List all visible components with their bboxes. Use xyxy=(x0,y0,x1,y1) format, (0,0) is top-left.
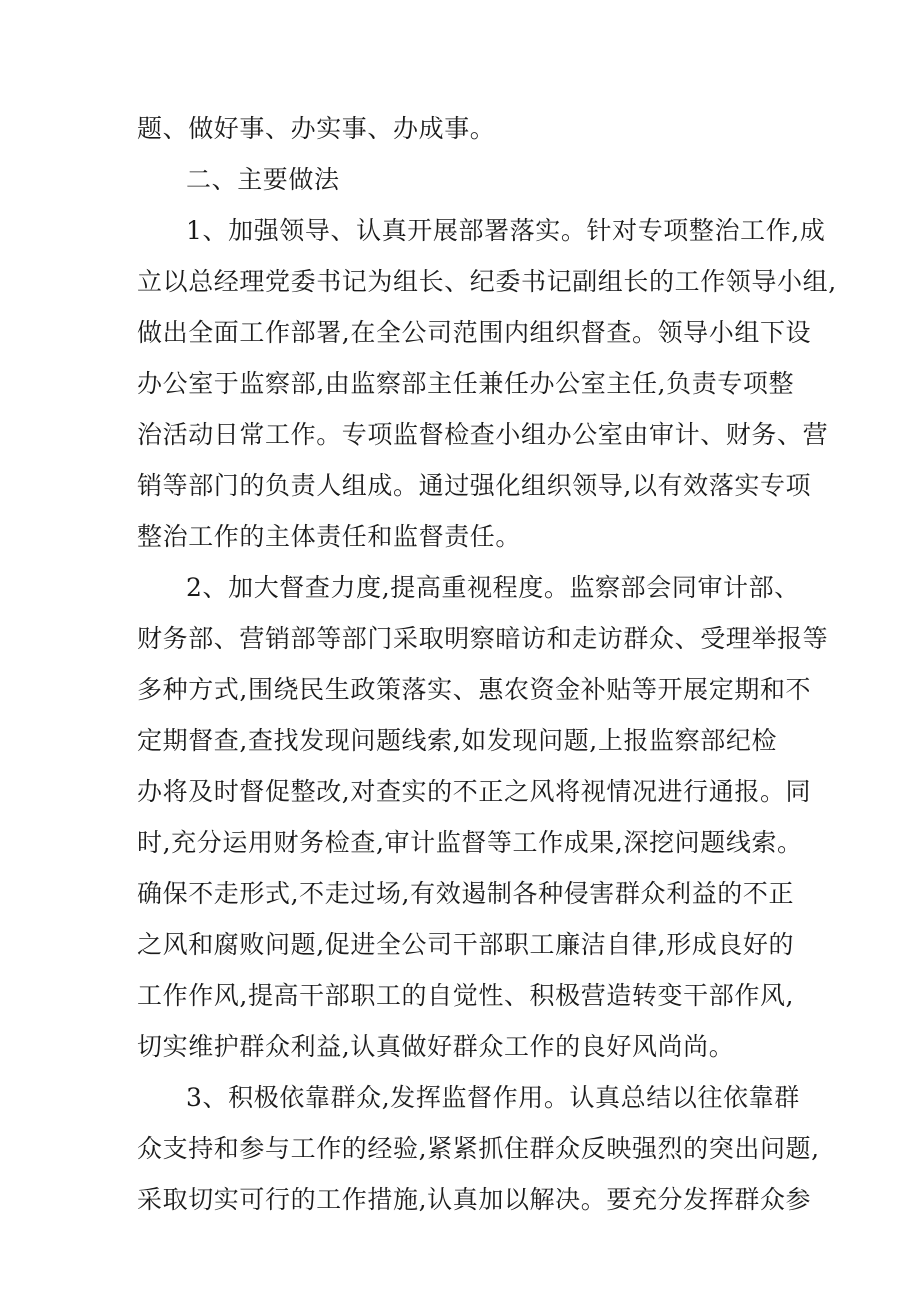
text-line: 之风和腐败问题,促进全公司干部职工廉洁自律,形成良好的 xyxy=(137,930,795,959)
section-heading: 二、主要做法 xyxy=(186,165,340,194)
text-line: 定期督查,查找发现问题线索,如发现问题,上报监察部纪检 xyxy=(137,726,778,755)
text-line: 时,充分运用财务检查,审计监督等工作成果,深挖问题线索。 xyxy=(137,828,803,857)
text-line: 题、做好事、办实事、办成事。 xyxy=(137,114,496,143)
text-line: 1、加强领导、认真开展部署落实。针对专项整治工作,成 xyxy=(186,216,826,245)
text-line: 3、积极依靠群众,发挥监督作用。认真总结以往依靠群 xyxy=(186,1083,800,1112)
text-line: 办将及时督促整改,对查实的不正之风将视情况进行通报。同 xyxy=(137,777,812,806)
text-line: 立以总经理党委书记为组长、纪委书记副组长的工作领导小组, xyxy=(137,267,837,296)
text-line: 整治工作的主体责任和监督责任。 xyxy=(137,522,522,551)
text-line: 工作作风,提高干部职工的自觉性、积极营造转变干部作风, xyxy=(137,981,795,1010)
text-line: 财务部、营销部等部门采取明察暗访和走访群众、受理举报等 xyxy=(137,624,829,653)
text-line: 销等部门的负责人组成。通过强化组织领导,以有效落实专项 xyxy=(137,471,812,500)
text-line: 2、加大督查力度,提高重视程度。监察部会同审计部、 xyxy=(186,573,800,602)
text-line: 切实维护群众利益,认真做好群众工作的良好风尚尚。 xyxy=(137,1032,735,1061)
text-line: 做出全面工作部署,在全公司范围内组织督查。领导小组下设 xyxy=(137,318,812,347)
text-line: 众支持和参与工作的经验,紧紧抓住群众反映强烈的突出问题, xyxy=(137,1134,820,1163)
text-line: 治活动日常工作。专项监督检查小组办公室由审计、财务、营 xyxy=(137,420,829,449)
text-line: 确保不走形式,不走过场,有效遏制各种侵害群众利益的不正 xyxy=(137,879,795,908)
text-line: 办公室于监察部,由监察部主任兼任办公室主任,负责专项整 xyxy=(137,369,795,398)
text-line: 多种方式,围绕民生政策落实、惠农资金补贴等开展定期和不 xyxy=(137,675,812,704)
text-line: 采取切实可行的工作措施,认真加以解决。要充分发挥群众参 xyxy=(137,1185,812,1214)
